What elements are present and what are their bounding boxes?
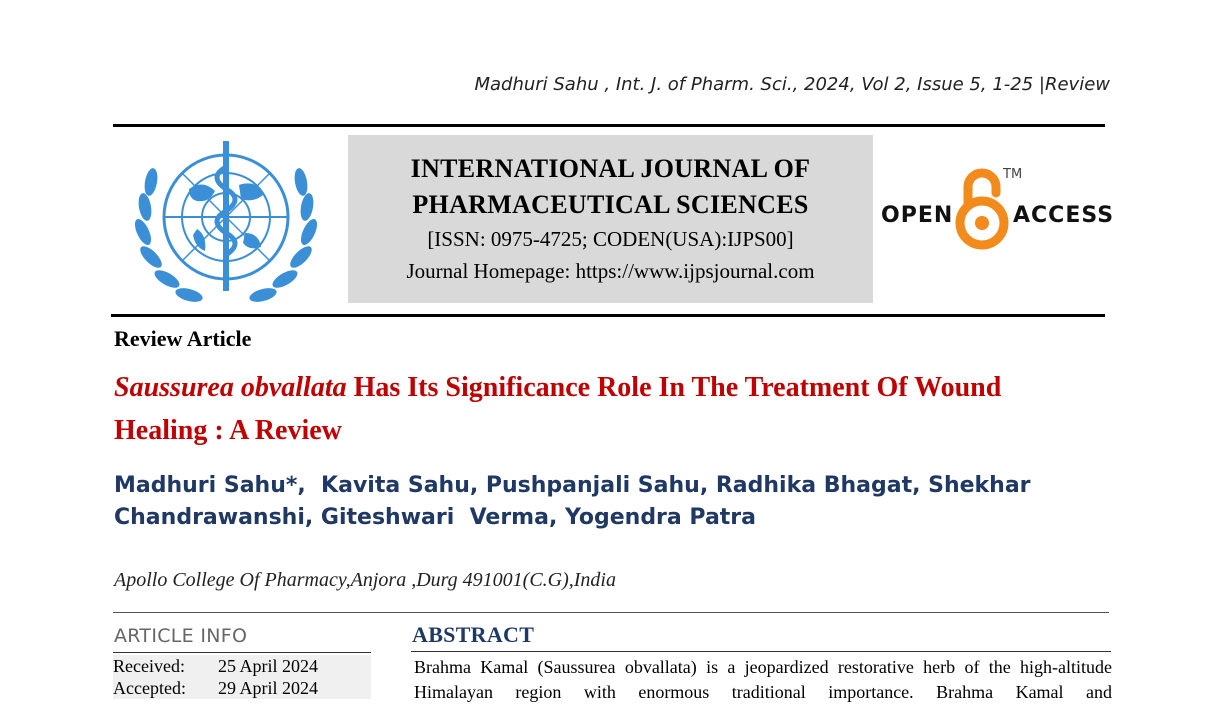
header-bottom-rule	[111, 314, 1105, 317]
article-title-species: Saussurea obvallata	[114, 372, 347, 403]
running-header: Madhuri Sahu , Int. J. of Pharm. Sci., 2024, Vol 2, Issue 5, 1-25 |Review	[474, 74, 1110, 95]
journal-title-line2: PHARMACEUTICAL SCIENCES	[412, 190, 809, 219]
received-date: 25 April 2024	[218, 656, 319, 676]
affiliation-rule	[113, 612, 1109, 613]
article-type: Review Article	[114, 326, 252, 351]
journal-title-line1: INTERNATIONAL JOURNAL OF	[410, 154, 811, 183]
abstract-heading: ABSTRACT	[412, 622, 535, 647]
header-top-rule	[113, 124, 1105, 127]
article-info-row-accepted	[113, 677, 371, 699]
accepted-label: Accepted:	[113, 678, 186, 698]
accepted-date: 29 April 2024	[218, 678, 319, 698]
article-title	[114, 366, 1074, 452]
author-affiliation: Apollo College Of Pharmacy,Anjora ,Durg 491001(C.G),India	[114, 569, 616, 591]
abstract-text: Brahma Kamal (Saussurea obvallata) is a jeopardized restorative herb of the high-altitude Himalayan region with enormous traditional importance. Brahma Kamal and	[414, 657, 1112, 702]
journal-masthead	[348, 135, 873, 303]
article-info-row-received	[113, 655, 371, 677]
article-info-rule	[113, 652, 371, 653]
journal-homepage[interactable]: Journal Homepage: https://www.ijpsjournal.com	[406, 259, 815, 283]
author-list: Madhuri Sahu*, Kavita Sahu, Pushpanjali Sahu, Radhika Bhagat, Shekhar Chandrawanshi, Giteshwari Verma, Yogendra Patra	[114, 473, 1039, 530]
open-access-access-text: ACCESS	[1013, 203, 1115, 228]
article-title-rest: Has Its Significance Role In The Treatment Of Wound Healing : A Review	[114, 372, 1002, 446]
journal-issn: [ISSN: 0975-4725; CODEN(USA):IJPS00]	[427, 227, 794, 251]
open-lock-icon	[954, 165, 1010, 251]
journal-emblem-logo	[127, 137, 325, 307]
open-access-logo	[880, 165, 1115, 255]
abstract-rule	[411, 651, 1111, 652]
open-access-open-text: OPEN	[881, 203, 954, 228]
received-label: Received:	[113, 656, 185, 676]
article-info-heading: ARTICLE INFO	[114, 625, 248, 647]
trademark-mark: TM	[1003, 167, 1023, 182]
article-info-table	[113, 655, 371, 699]
